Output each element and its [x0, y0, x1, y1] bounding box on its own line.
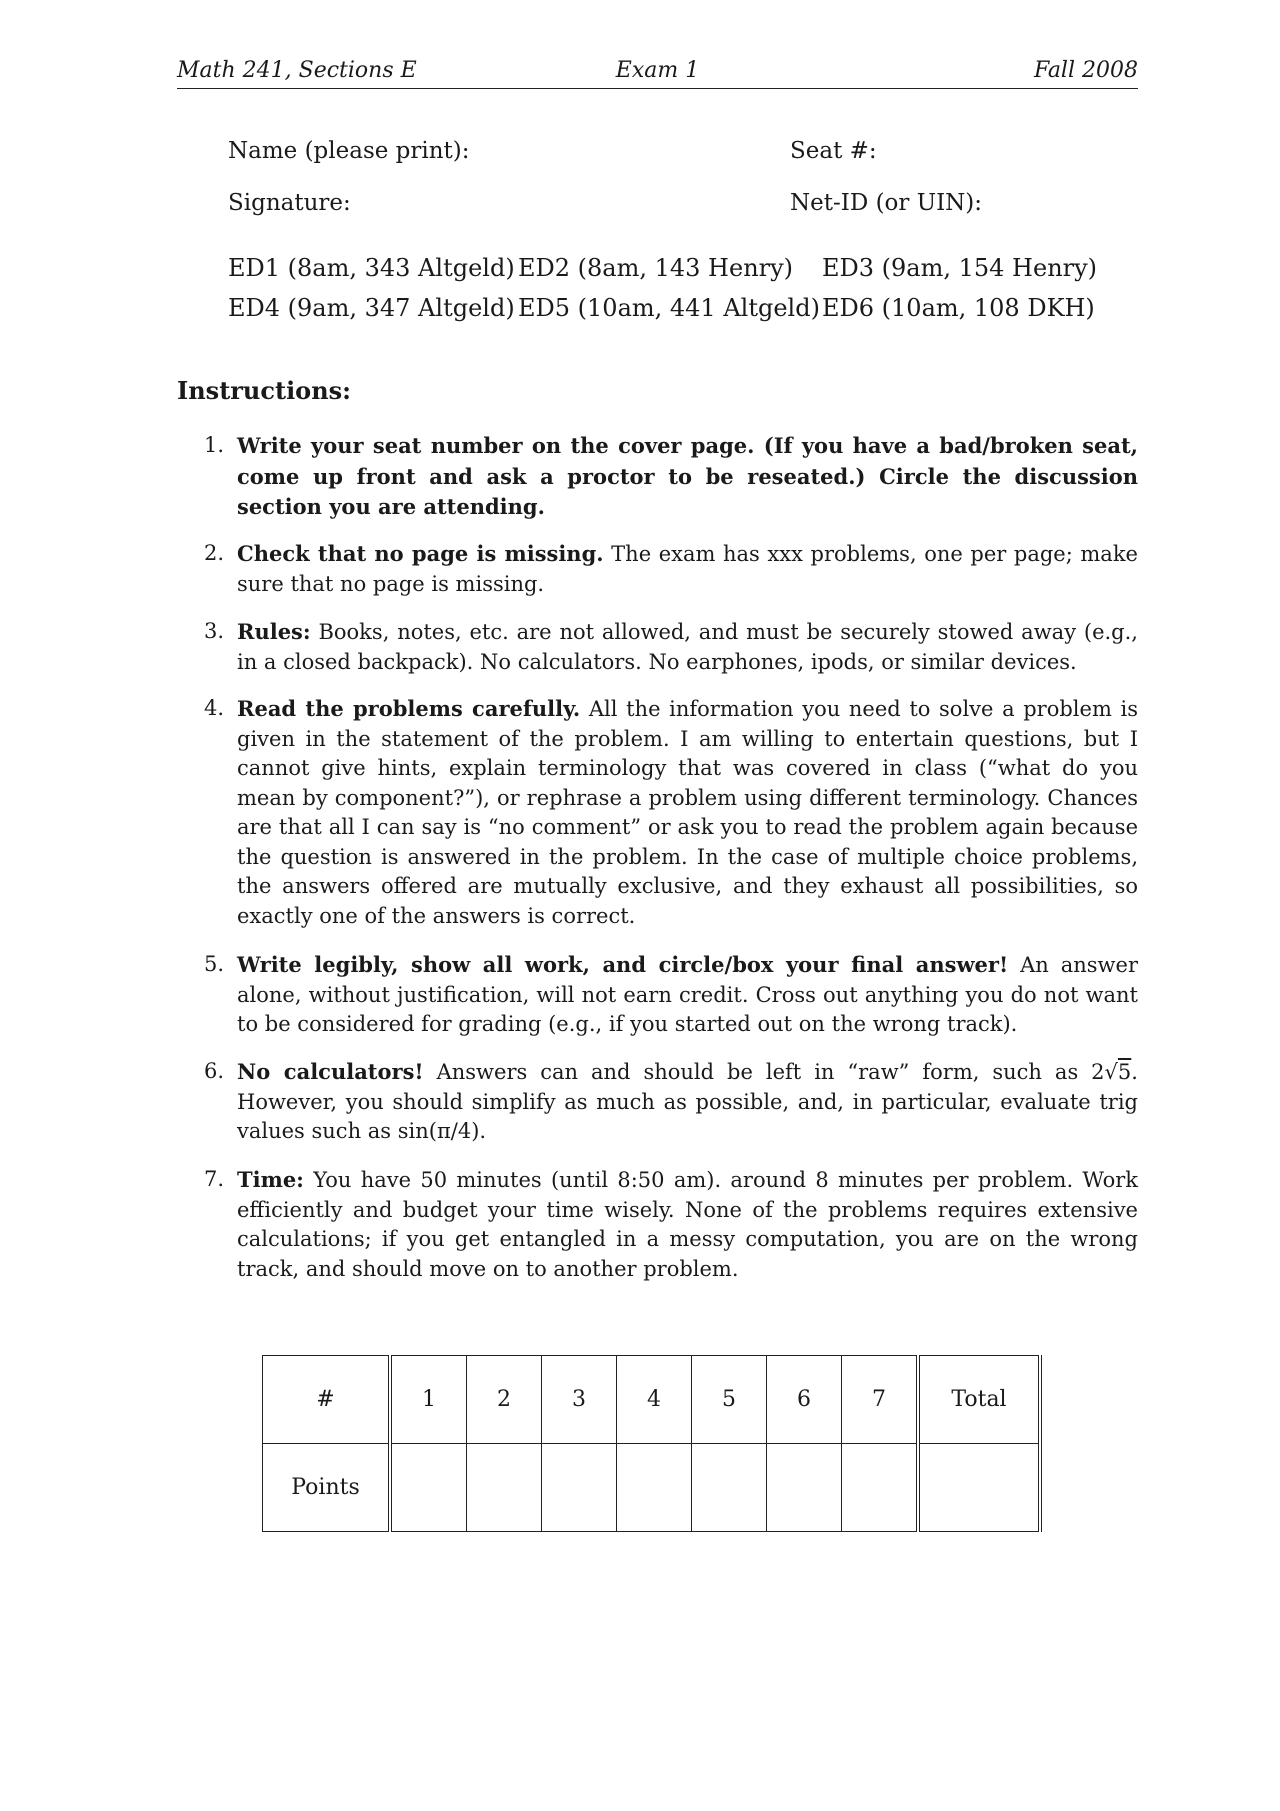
points-cell [542, 1444, 617, 1532]
score-table-header-label: # [263, 1356, 391, 1444]
score-table-header-row [263, 1356, 1041, 1444]
score-table-points-row [263, 1444, 1041, 1532]
total-points-cell [918, 1444, 1040, 1532]
instruction-bold-text: Time: [237, 1167, 304, 1192]
problem-number-cell: 4 [617, 1356, 692, 1444]
sqrt-radicand: 5 [1117, 1060, 1132, 1084]
instruction-number: 1. [204, 433, 225, 457]
instruction-text: You have 50 minutes (until 8:50 am). around 8 minutes per problem. Work efficiently and budget your time wisely. None of the problems requires extensive calculations; if you get entangled in a messy computation, you are on the wrong track, and should move on to another problem. [237, 1168, 1138, 1281]
name-field-label: Name (please print): [228, 138, 470, 164]
total-header-cell: Total [918, 1356, 1040, 1444]
instruction-item [204, 950, 1138, 1040]
term-label: Fall 2008 [1034, 58, 1138, 83]
points-cell [390, 1444, 467, 1532]
instruction-number: 4. [204, 696, 225, 720]
section-option: ED1 (8am, 343 Altgeld) [228, 254, 515, 282]
section-option: ED4 (9am, 347 Altgeld) [228, 294, 515, 322]
points-cell [692, 1444, 767, 1532]
instruction-text: Books, notes, etc. are not allowed, and must be securely stowed away (e.g., in a closed backpack). No calculators. No earphones, ipods, or similar devices. [237, 620, 1138, 674]
course-title: Math 241, Sections E [177, 58, 417, 83]
instruction-number: 3. [204, 619, 225, 643]
instruction-bold-text: Write legibly, show all work, and circle/box your final answer! [237, 952, 1009, 977]
seat-field-label: Seat #: [790, 138, 877, 164]
netid-field-label: Net-ID (or UIN): [790, 190, 983, 216]
instruction-item [204, 539, 1138, 599]
problem-number-cell: 6 [767, 1356, 842, 1444]
instruction-item [204, 694, 1138, 931]
instruction-item [204, 1165, 1138, 1284]
points-cell [842, 1444, 919, 1532]
instruction-text: All the information you need to solve a problem is given in the statement of the problem. I am willing to entertain questions, but I cannot give hints, explain terminology that was covered in class (“what do you mean by component?”), or rephrase a problem using different terminology. Chances are that all I can say is “no comment” or ask you to read the problem again because the question is answered in the problem. In the case of multiple choice problems, the answers offered are mutually exclusive, and they exhaust all possibilities, so exactly one of the answers is correct. [237, 697, 1138, 928]
instruction-number: 7. [204, 1167, 225, 1191]
instruction-text: . However, you should simplify as much as possible, and, in particular, evaluate trig values such as sin(π/4). [237, 1060, 1138, 1143]
points-cell [467, 1444, 542, 1532]
instruction-text: An answer alone, without justification, will not earn credit. Cross out anything you do not want to be considered for grading (e.g., if you started out on the wrong track). [237, 953, 1138, 1036]
instruction-item [204, 431, 1138, 523]
points-cell [767, 1444, 842, 1532]
section-option: ED6 (10am, 108 DKH) [822, 294, 1095, 322]
instruction-bold-text: Check that no page is missing. [237, 541, 604, 566]
instruction-item [204, 617, 1138, 677]
section-option: ED5 (10am, 441 Altgeld) [518, 294, 820, 322]
points-cell [617, 1444, 692, 1532]
score-table [262, 1355, 1042, 1532]
instruction-number: 2. [204, 541, 225, 565]
problem-number-cell: 5 [692, 1356, 767, 1444]
instruction-item [204, 1057, 1138, 1147]
section-option: ED2 (8am, 143 Henry) [518, 254, 794, 282]
instructions-heading: Instructions: [177, 376, 352, 405]
instruction-number: 6. [204, 1059, 225, 1083]
instruction-bold-text: No calculators! [237, 1059, 424, 1084]
instruction-number: 5. [204, 952, 225, 976]
problem-number-cell: 3 [542, 1356, 617, 1444]
instruction-bold-text: Write your seat number on the cover page. (If you have a bad/broken seat, come up front and ask a proctor to be reseated.) Circle the discussion section you are attending. [237, 433, 1138, 519]
section-option: ED3 (9am, 154 Henry) [822, 254, 1098, 282]
problem-number-cell: 1 [390, 1356, 467, 1444]
points-row-label: Points [263, 1444, 391, 1532]
instruction-bold-text: Read the problems carefully. [237, 696, 581, 721]
instruction-text: Answers can and should be left in “raw” form, such as 2√ [436, 1060, 1118, 1084]
instruction-bold-text: Rules: [237, 619, 311, 644]
problem-number-cell: 2 [467, 1356, 542, 1444]
page-header [177, 58, 1138, 89]
problem-number-cell: 7 [842, 1356, 919, 1444]
exam-title: Exam 1 [615, 58, 700, 83]
signature-field-label: Signature: [228, 190, 351, 216]
instruction-text: The exam has xxx problems, one per page; make sure that no page is missing. [237, 542, 1138, 596]
